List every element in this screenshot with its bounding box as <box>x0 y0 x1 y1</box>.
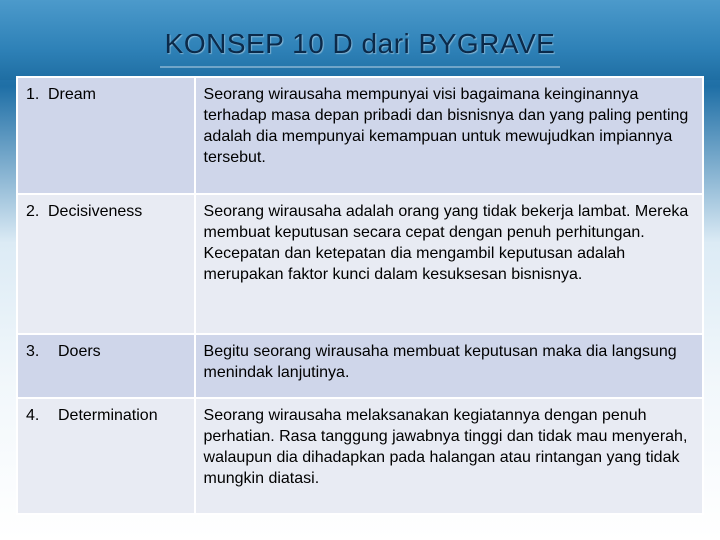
table-row <box>17 398 703 514</box>
row-term-cell <box>17 398 195 514</box>
row-number: 3. <box>26 343 40 360</box>
row-description: Seorang wirausaha melaksanakan kegiatannya dengan penuh perhatian. Rasa tanggung jawabnya tinggi dan tidak mau menyerah, walaupun dia dihadapkan pada halangan atau rintangan yang tidak mungkin diatasi. <box>195 398 703 514</box>
table-row <box>17 194 703 334</box>
title-underline <box>160 66 560 68</box>
row-term-cell <box>17 334 195 398</box>
row-number: 1. <box>26 86 40 103</box>
row-description: Begitu seorang wirausaha membuat keputusan maka dia langsung menindak lanjutinya. <box>195 334 703 398</box>
row-term: Determination <box>58 407 158 424</box>
row-number: 2. <box>26 203 40 220</box>
row-term-cell <box>17 194 195 334</box>
row-description: Seorang wirausaha adalah orang yang tidak bekerja lambat. Mereka membuat keputusan secara cepat dengan penuh perhitungan. Kecepatan dan ketepatan dia mengambil keputusan adalah merupakan faktor kunci dalam kesuksesan bisnisnya. <box>195 194 703 334</box>
slide-title: KONSEP 10 D dari BYGRAVE <box>164 28 556 59</box>
concepts-table <box>16 76 704 515</box>
row-description: Seorang wirausaha mempunyai visi bagaimana keinginannya terhadap masa depan pribadi dan bisnisnya dan yang paling penting adalah dia mempunyai kemampuan untuk mewujudkan impiannya tersebut. <box>195 77 703 194</box>
row-term: Doers <box>58 343 101 360</box>
row-term: Decisiveness <box>48 203 143 220</box>
row-term: Dream <box>48 86 97 103</box>
row-number: 4. <box>26 407 40 424</box>
table-row <box>17 334 703 398</box>
row-term-cell <box>17 77 195 194</box>
table-row <box>17 77 703 194</box>
